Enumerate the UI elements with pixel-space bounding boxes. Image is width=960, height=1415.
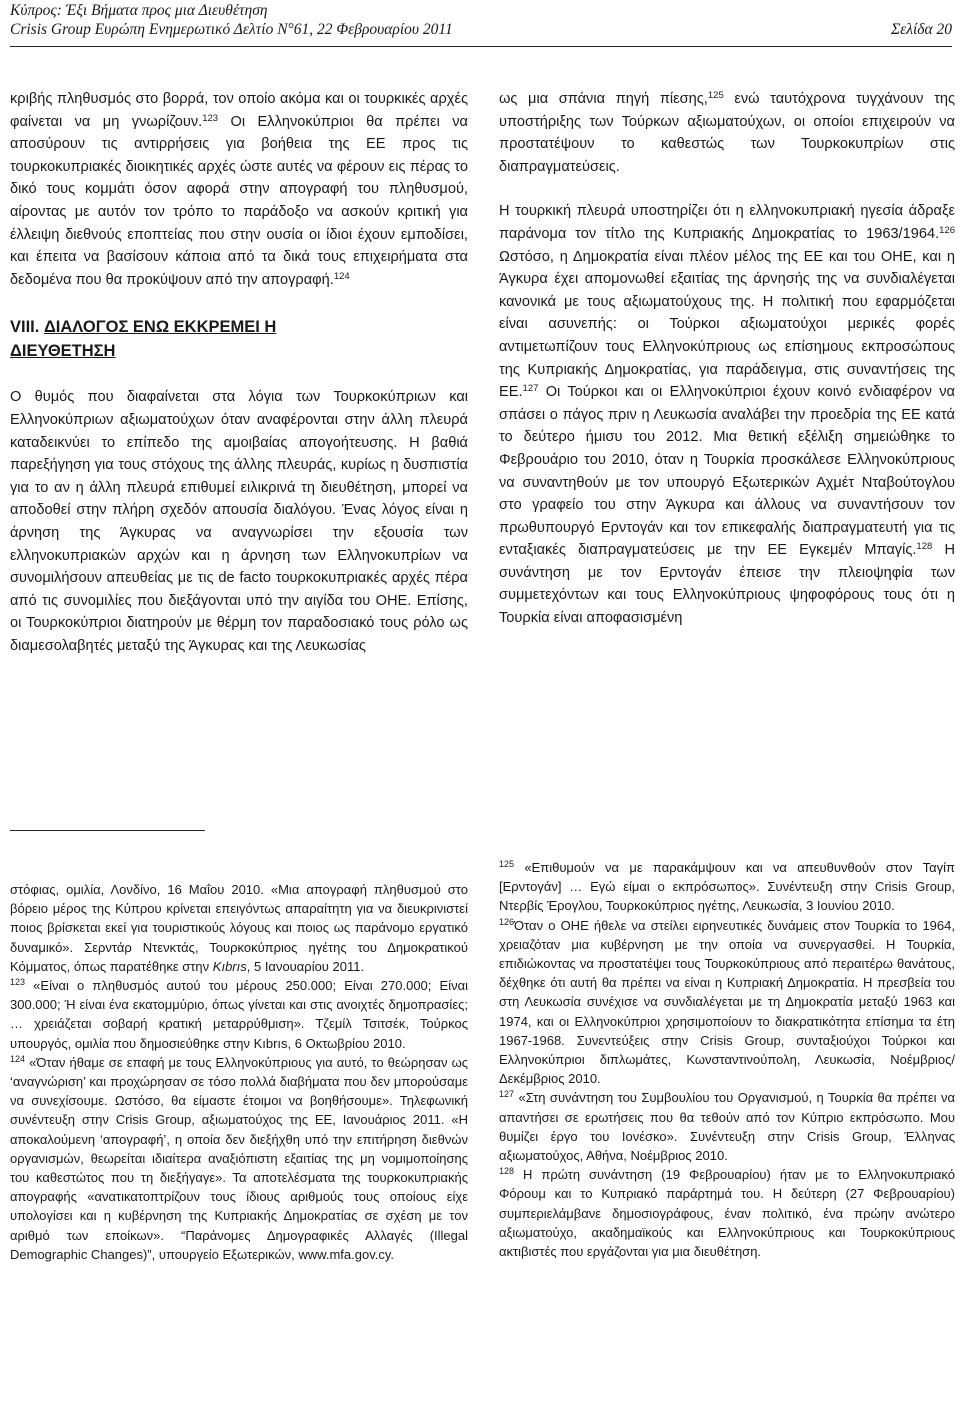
text-run: , 5 Ιανουαρίου 2011. [246,958,365,974]
header-publication: Crisis Group Ευρώπη Ενημερωτικό Δελτίο Ν°61, 22 Φεβρουαρίου 2011 [10,21,453,38]
footnote-separator [10,830,205,831]
footnote-124 [10,1053,468,1264]
text-run: ενώ ταυτόχρονα τυγχάνουν της υποστήριξης των Τούρκων αξιωματούχων, οι οποίοι επιχειρούν να προστατέψουν το καθεστώς των Τουρκοκυπρίων στις διαπραγματεύσεις. [499,91,955,175]
text-run: Οι Τούρκοι και οι Ελληνοκύπριοι έχουν κοινό ενδιαφέρον να σπάσει ο πάγος πριν η Λευκωσία αναλάβει την προεδρία της ΕΕ κατά το δεύτερο ήμισυ του 2012. Μια θετική εξέλιξη σημειώθηκε το Φεβρουάριο του 2010, όταν η Τουρκία προσκάλεσε Ελληνοκύπριους να συναντηθούν με τον υπουργό Εξωτερικών Αχμέτ Νταβούτογλου στο γραφείο του στην Άγκυρα και άλλους να συναντήσουν τον πρωθυπουργό Ερντογάν και τον επικεφαλής διαπραγματευτή για τις ενταξιακές διαπραγματεύσεις με την ΕΕ Εγκεμέν Μπαγίς. [499,384,955,559]
footnote-126 [499,916,955,1089]
header-publication-line [10,20,952,40]
body-paragraph [10,88,468,291]
footnote-number: 126 [499,916,515,927]
left-column [10,88,468,657]
footnote-ref[interactable]: 126 [939,224,955,236]
body-paragraph [499,200,955,629]
header-document-title: Κύπρος: Έξι Βήματα προς μια Διευθέτηση [10,2,268,19]
footnote-text: «Στη συνάντηση του Συμβουλίου του Οργανισμού, η Τουρκία θα πρέπει να απαντήσει σε ερωτήσεις που θα τεθούν από τον Κύπριο εκπρόσωπο. Μου θυμίζει έργο του Ιονέσκο». Συνέντευξη στην Crisis Group, Έλληνας αξιωματούχος, Αθήνα, Νοέμβριος 2010. [499,1090,955,1164]
text-run: Η συνάντηση με τον Ερντογάν έπεισε την πλειοψηφία των συμμετεχόντων και τους Ελληνοκύπριους ψηφοφόρους τους ότι η Τουρκία είναι αποφασισμένη [499,542,956,627]
footnote-ref[interactable]: 127 [522,383,539,395]
text-run: Ωστόσο, η Δημοκρατία είναι πλέον μέλος της ΕΕ και του ΟΗΕ, και η Άγκυρα έχει απομονωθεί εξαιτίας της άρνησής της να συνδιαλέγεται κανονικά με τους αξιωματούχους της. Η πολιτική που εφαρμόζεται είναι ασυνεπής: οι Τούρκοι αξιωματούχοι μερικές φορές αντιμετωπίζουν τους Ελληνοκύπριους ως επίσημους εκπροσώπους της Κυπριακής Δημοκρατίας, για παράδειγμα, στις συναντήσεις της ΕΕ. [499,248,955,401]
footnote-number: 128 [499,1166,515,1177]
footnote-number: 123 [10,977,26,988]
footnote-123 [10,976,468,1053]
body-paragraph: Ο θυμός που διαφαίνεται στα λόγια των Τουρκοκύπριων και Ελληνοκύπριων αξιωματούχων όταν αναφέρονται στην άλλη πλευρά καταδεικνύει το επίπεδο της αμοιβαίας απογοήτευσης. Η βαθιά παρεξήγηση για τους στόχους της άλλης πλευράς, κυρίως η δυσπιστία για το αν η άλλη πλευρά επιθυμεί ειλικρινά τη διευθέτηση, μπορεί να αποδοθεί στην πλήρη σχεδόν απουσία διαλόγου. Ένας λόγος είναι η άρνηση της Άγκυρας να αναγνωρίσει την εξουσία των ελληνοκυπριακών αρχών και η άρνηση των Ελληνοκυπρίων να συνομιλήσουν απευθείας με τις de facto τουρκοκυπριακές αρχές πέρα από τις συνομιλίες που διεξάγονται υπό την αιγίδα του ΟΗΕ. Επίσης, οι Τουρκοκύπριοι διατηρούν με θέρμη τον παραδοσιακό τους ρόλο ως διαμεσολαβητές μεταξύ της Άγκυρας και της Λευκωσίας [10,389,468,654]
text-run: Η τουρκική πλευρά υποστηρίζει ότι η ελληνοκυπριακή ηγεσία άδραξε παράνομα τον τίτλο της Κυπριακής Δημοκρατίας το 1963/1964. [499,203,955,242]
right-column [499,88,955,630]
body-paragraph [499,88,955,178]
footnote-number: 125 [499,859,515,869]
page-header [10,0,952,47]
footnote-ref[interactable]: 124 [333,270,350,282]
footnote-128 [499,1165,955,1261]
publication-name: Kıbrıs [212,958,247,974]
footnotes-right [499,858,955,1261]
footnote-text: Όταν ο ΟΗΕ ήθελε να στείλει ειρηνευτικές δυνάμεις στον Τουρκία το 1964, χρειαζόταν μια κυβέρνηση με την οποία να συνεργασθεί. Η Τουρκία, επιδιώκοντας να προστατέψει τους Τουρκοκύπριους από περαιτέρω θανάτους, δέχθηκε ότι αυτή θα πρέπει να είναι η Κυπριακή Δημοκρατία. Η πρεσβεία του στη Λευκωσία συνέχισε να συνδιαλέγεται με τη Δημοκρατία μεταξύ 1963 και 1974, και οι Ελληνοκύπριοι χρησιμοποίουν το διακρατικότητα επίσημα τα έτη 1967-1968. Συνεντεύξεις στην Crisis Group, συνταξιούχοι Τούρκοι και Ελληνοκύπριοι διπλωμάτες, Κωνσταντινούπολη, Λευκωσία, Νοέμβριος/Δεκέμβριος 2010. [499,917,955,1087]
footnote-text: «Όταν ήθαμε σε επαφή με τους Ελληνοκύπριους για αυτό, το θεώρησαν ως ‘αναγνώριση’ και προχώρησαν σε τόσο πολλά διαβήματα που δεν μπορούσαμε να συνεχίσουμε. Ωστόσο, θα είμαστε έτοιμοι να βοηθήσουμε». Τηλεφωνική συνέντευξη στην Crisis Group, αξιωματούχος της ΕΕ, Ιανουάριος 2011. «Η αποκαλούμενη ‘απογραφή’, η οποία δεν διεξήχθη υπό την επιτήρηση διεθνών οργανισμών, θεωρείται ιδιαίτερα αναξιόπιστη εξαιτίας της μη νομιμοποίησης του καθεστώτος που τη διεξήγαγε». Τα αποτελέσματα της τουρκοκυπριακής απογραφής «ανατικατοπτρίζουν τους ίδιους αριθμούς τους οποίους είχε υπολογίσει και η κυβέρνηση της Κυπριακής Δημοκρατίας σε σχέση με τον αριθμό των εποίκων». “Παράνομες Δημογραφικές Αλλαγές (Illegal Demographic Changes)”, υπουργείο Εξωτερικών, www.mfa.gov.cy. [10,1054,468,1262]
footnote-text: «Επιθυμούν να με παρακάμψουν και να απευθυνθούν στον Ταγίπ [Ερντογάν] … Εγώ είμαι ο εκπρόσωπος». Συνέντευξη στην Crisis Group, Ντερβίς Έρογλου, Τουρκοκύπριος ηγέτης, Λευκωσία, 3 Ιουνίου 2010. [499,860,955,914]
footnote-number: 127 [499,1089,515,1100]
footnote-text: Η πρώτη συνάντηση (19 Φεβρουαρίου) ήταν με το Ελληνοκυπριακό Φόρουμ και το Κυπριακό παράρτημά του. Η δεύτερη (27 Φεβρουαρίου) συμπεριελάμβανε δημοσιογράφους, έναν πολιτικό, ένα πρώην ανώτερο αξιωματούχο, ακαδημαϊκούς και Ελληνοκύπριους και Τουρκοκύπριους ακτιβιστές που εργάζονται για μια διευθέτηση. [499,1167,955,1260]
footnote-number: 124 [10,1053,26,1064]
header-page-number: Σελίδα 20 [890,21,952,38]
section-heading [10,315,468,363]
footnote-127 [499,1088,955,1165]
footnotes-left [10,880,468,1264]
footnote-125 [499,858,955,916]
section-title-continued: ΔΙΕΥΘΕΤΗΣΗ [10,342,116,361]
text-run: κριβής πληθυσμός στο βορρά, τον οποίο ακόμα και οι τουρκικές αρχές φαίνεται να μη γνωρίζουν. [10,91,468,130]
footnote-continuation [10,880,468,976]
section-title: ΔΙΑΛΟΓΟΣ ΕΝΩ ΕΚΚΡΕΜΕΙ Η [43,318,277,337]
text-run: Οι Ελληνοκύπριοι θα πρέπει να αποσύρουν τις αντιρρήσεις για βοήθεια της ΕΕ προς τις τουρκοκυπριακές διοικητικές αρχές ώστε αυτές να φέρουν εις πέρας το δικό τους κομμάτι όσον αφορά στην απογραφή του πληθυσμού, αίροντας με αυτόν τον τρόπο το παράδοξο να ασκούν κριτική για έλλειψη διεθνούς εποπτείας που στην ουσία οι ίδιοι έχουν εμποδίσει, και έπειτα να βασίσουν κάποια από τα δικά τους επιχειρήματα στα δεδομένα που θα προκύψουν από την απογραφή. [10,113,468,288]
footnote-text: «Είναι ο πληθυσμός αυτού του μέρους 250.000; Είναι 270.000; Είναι 300.000; Ή είναι ένα εκατομμύριο, όπως γίνεται και στις ανοιχτές δημοπρασίες; … χρειάζεται σοβαρή κρατική μεταρρύθμιση». Τζεμίλ Τσιτσέκ, Τούρκος υπουργός, ομιλία που δημοσιεύθηκε στην Kıbrıs, 6 Οκτωβρίου 2010. [10,978,468,1051]
text-run: ως μια σπάνια πηγή πίεσης, [499,91,708,107]
section-number: VIII. [10,318,44,337]
footnote-ref[interactable]: 123 [202,112,219,124]
footnote-ref[interactable]: 125 [707,90,724,101]
text-run: στόφιας, ομιλία, Λονδίνο, 16 Μαΐου 2010. «Μια απογραφή πληθυσμού στο βόρειο μέρος της Κύπρου κρίνεται επειγόντως απαραίτητη για να διευκρινιστεί ποιος βρίσκεται εκεί για τουριστικούς λόγους και ποιος ως παράνομο εργατικό δυναμικό». Σερντάρ Ντενκτάς, Τουρκοκύπριος ηγέτης του Δημοκρατικού Κόμματος, όπως παρατέθηκε στην [10,882,468,974]
footnote-ref[interactable]: 128 [916,541,933,553]
